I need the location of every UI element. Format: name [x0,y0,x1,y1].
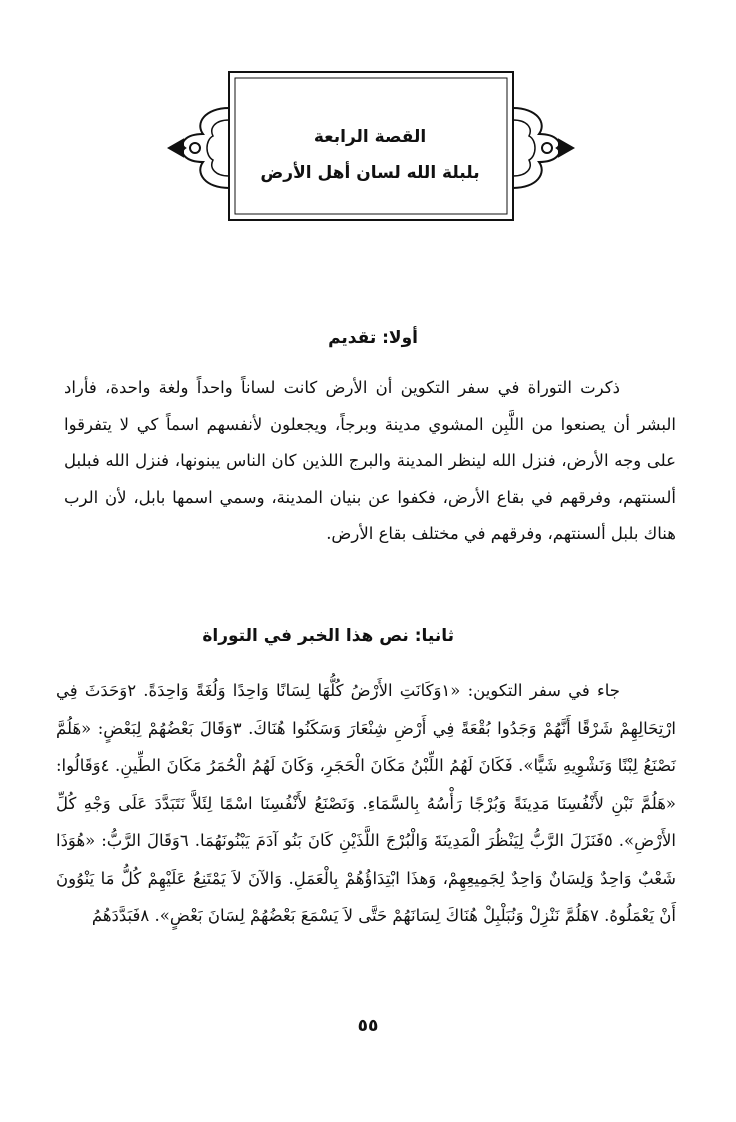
chapter-subtitle: بلبلة الله لسان أهل الأرض [260,163,480,183]
section1-heading: أولا: تقديم [328,328,418,348]
section2-heading: ثانيا: نص هذا الخبر في التوراة [202,626,454,646]
chapter-number-title: القصة الرابعة [313,127,427,147]
section1-paragraph: ذكرت التوراة في سفر التكوين أن الأرض كانت لساناً واحداً ولغة واحدة، فأراد البشر أن يصنعوا من اللَّبِن المشوي مدينة وبرجاً، ويجعلون لأنفسهم اسماً كي لا يتفرقوا على وجه الأرض، فنزل الله لينظر المدينة والبرج اللذين كان الناس يبنونها، فنزل الله فبلبل ألسنتهم، وفرقهم في بقاع الأرض، فكفوا عن بنيان المدينة، وسمي اسمها بابل، لأن الرب هناك بلبل ألسنتهم، وفرقهم في مختلف بقاع الأرض. [64,378,676,543]
chapter-title [232,105,508,205]
section2-paragraph: جاء في سفر التكوين: «١وَكَانَتِ الأَرْضُ كُلُّهَا لِسَانًا وَاحِدًا وَلُغَةً وَاحِدَةً. ٢وَحَدَثَ فِي ارْتِحَالِهِمْ شَرْقًا أَنَّهُمْ وَجَدُوا بُقْعَةً فِي أَرْضِ شِنْعَارَ وَسَكَنُوا هُنَاكَ. ٣وَقَالَ بَعْضُهُمْ لِبَعْضٍ: «هَلُمَّ نَصْنَعُ لِبْنًا وَنَشْوِيهِ شَيًّا». فَكَانَ لَهُمُ اللِّبْنُ مَكَانَ الْحَجَرِ، وَكَانَ لَهُمُ الْحُمَرُ مَكَانَ الطِّينِ. ٤وَقَالُوا: «هَلُمَّ نَبْنِ لأَنْفُسِنَا مَدِينَةً وَبُرْجًا رَأْسُهُ بِالسَّمَاءِ. وَنَصْنَعُ لأَنْفُسِنَا اسْمًا لِئَلاَّ نَتَبَدَّدَ عَلَى وَجْهِ كُلِّ الأَرْضِ». ٥فَنَزَلَ الرَّبُّ لِيَنْظُرَ الْمَدِينَةَ وَالْبُرْجَ اللَّذَيْنِ كَانَ بَنُو آدَمَ يَبْنُونَهُمَا. ٦وَقَالَ الرَّبُّ: «هُوَذَا شَعْبٌ وَاحِدٌ وَلِسَانٌ وَاحِدٌ لِجَمِيعِهِمْ، وَهذَا ابْتِدَاؤُهُمْ بِالْعَمَلِ. وَالآنَ لاَ يَمْتَنِعُ عَلَيْهِمْ كُلُّ مَا يَنْوُونَ أَنْ يَعْمَلُوهُ. ٧هَلُمَّ نَنْزِلْ وَنُبَلْبِلْ هُنَاكَ لِسَانَهُمْ حَتَّى لاَ يَسْمَعَ بَعْضُهُمْ لِسَانَ بَعْضٍ». ٨فَبَدَّدَهُمُ [56,681,677,925]
page-number: ٥٥ [357,1016,379,1036]
